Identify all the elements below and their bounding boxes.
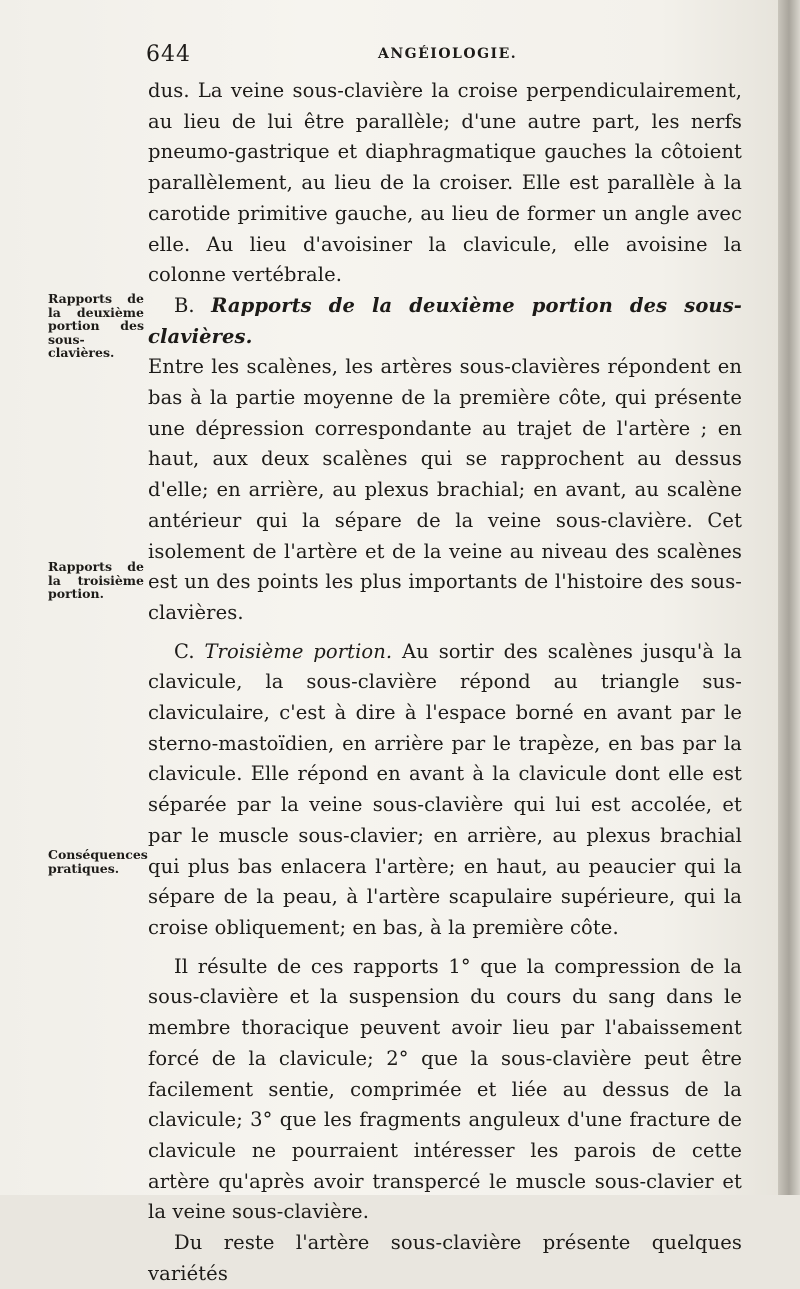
paragraph: Du reste l'artère sous-clavière présente quelques variétés [148, 1231, 742, 1285]
section-heading: Troisième portion. [204, 639, 393, 663]
margin-note-third-portion: Rapports de la troisième portion. [48, 559, 144, 601]
section-b-paragraph [148, 291, 742, 352]
section-label: C. [174, 639, 195, 663]
running-title: ANGÉIOLOGIE. [378, 46, 518, 62]
margin-note-second-portion: Rapports de la deuxième portion des sous-clavières. [48, 291, 144, 360]
paragraph: dus. La veine sous-clavière la croise perpendiculairement, au lieu de lui être parallèle; d'une autre part, les nerfs pneumo-gastrique et diaphragmatique gauches la côtoient parallèlement, au lieu de la croiser. Elle est parallèle à la carotide primitive gauche, au lieu de former un angle avec elle. Au lieu d'avoisiner la clavicule, elle avoisine la colonne vertébrale. [148, 79, 742, 287]
margin-note-consequences: Conséquences pratiques. [48, 847, 148, 876]
section-label: B. [174, 293, 195, 317]
paragraph: Il résulte de ces rapports 1° que la compression de la sous-clavière et la suspension du cours du sang dans le membre thoracique peuvent avoir lieu par l'abaissement forcé de la clavicule; 2° que la sous-clavière peut être facilement sentie, comprimée et liée au dessus de la clavicule; 3° que les fragments anguleux d'une fracture de clavicule ne pourraient intéresser les parois de cette artère qu'après avoir transpercé le muscle sous-clavier et la veine sous-clavière. [148, 954, 742, 1224]
paragraph-text: Au sortir des scalènes jusqu'à la clavicule, la sous-clavière répond au triangle sus-claviculaire, c'est à dire à l'espace borné en avant par le sterno-mastoïdien, en arrière par le trapèze, en bas par la clavicule. Elle répond en avant à la clavicule dont elle est séparée par la veine sous-clavière qui lui est accolée, et par le muscle sous-clavier; en arrière, au plexus brachial qui plus bas enlacera l'artère; en haut, au peaucier qui la sépare de la peau, à l'artère scapulaire supérieure, qui la croise obliquement; en bas, à la première côte. [148, 639, 742, 939]
paragraph: Entre les scalènes, les artères sous-clavières répondent en bas à la partie moyenne de la première côte, qui présente une dépression correspondante au trajet de l'artère ; en haut, aux deux scalènes qui se rapprochent au dessus d'elle; en arrière, au plexus brachial; en avant, au scalène antérieur qui la sépare de la veine sous-clavière. Cet isolement de l'artère et de la veine au niveau des scalènes est un des points les plus importants de l'histoire des sous-clavières. [148, 355, 742, 624]
body-text [148, 76, 742, 1289]
section-heading: Rapports de la deuxième portion des sous-clavières. [148, 293, 742, 348]
page-number: 644 [146, 42, 191, 67]
section-c-paragraph [148, 637, 742, 944]
page-edge [778, 0, 800, 1195]
page-header [146, 42, 746, 72]
